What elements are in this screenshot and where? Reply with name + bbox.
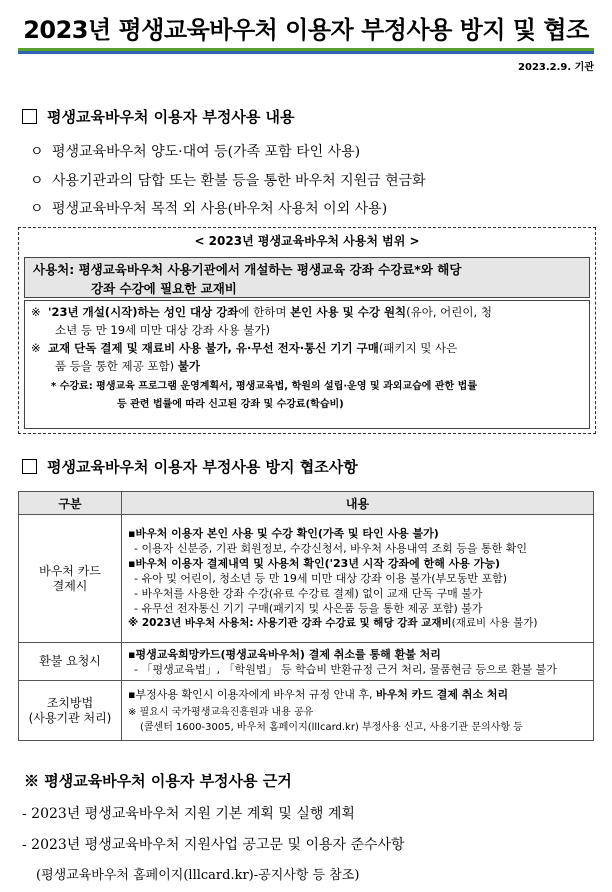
scope-note-2 — [31, 339, 583, 357]
note-text: 에 한하며 — [238, 305, 291, 319]
scope-note-3: * 수강료: 평생교육 프로그램 운영계획서, 평생교육법, 학원의 설립·운영 및 과외교습에 관한 법률 — [51, 381, 478, 392]
category-text: 바우처 카드 결제시 — [39, 563, 101, 593]
note-text: (패키지 및 사은 — [378, 341, 458, 355]
row-content — [122, 515, 594, 643]
bullet-text: 사용기관과의 담합 또는 환불 등을 통한 바우처 지원금 현금화 — [52, 173, 426, 189]
content-note — [128, 616, 587, 631]
guidelines-table — [18, 491, 594, 741]
content-text: ▪부정사용 확인시 이용자에게 바우처 규정 안내 후, — [128, 687, 376, 701]
note-bold: '23년 개설(시작)하는 성인 대상 강좌 — [47, 305, 239, 319]
note-text: (재료비 사용 불가) — [451, 617, 538, 629]
scope-header-line: 강좌 수강에 필요한 교재비 — [91, 281, 237, 296]
table-header-row — [19, 492, 594, 515]
list-item: - 2023년 평생교육바우처 지원 기본 계획 및 실행 계획 — [22, 806, 355, 822]
category-text: (사용기관 처리) — [28, 710, 112, 725]
reference-note: (평생교육바우처 홈페이지(lllcard.kr)-공지사항 등 참조) — [36, 868, 360, 883]
scope-box — [18, 227, 596, 434]
scope-notes — [24, 300, 590, 429]
table-row — [19, 515, 594, 643]
list-item — [30, 170, 426, 190]
section1-heading-text: 평생교육바우처 이용자 부정사용 내용 — [47, 108, 295, 126]
page-title: 2023년 평생교육바우처 이용자 부정사용 방지 및 협조 — [23, 15, 589, 44]
section2-heading — [22, 456, 358, 477]
list-item — [30, 141, 360, 161]
note-bold: 불가 — [177, 359, 200, 373]
content-bullet: ▪평생교육희망카드(평생교육바우처) 결제 취소를 통해 환불 처리 — [128, 647, 441, 661]
note-bold: 본인 사용 및 수강 원칙 — [290, 305, 407, 319]
list-item — [30, 198, 387, 218]
author: 기관 — [574, 62, 594, 73]
date-line — [518, 58, 594, 73]
note-bold: ※ 2023년 바우처 사용처: 사용기관 강좌 수강료 및 해당 강좌 교재비 — [128, 617, 452, 629]
scope-note-1 — [31, 303, 583, 321]
table-row — [19, 643, 594, 681]
title-underline-blue — [18, 51, 594, 54]
column-header-category: 구분 — [19, 492, 122, 515]
content-bullet — [128, 687, 587, 702]
scope-header — [24, 257, 590, 298]
content-note: ※ 필요시 국가평생교육진흥원과 내용 공유 — [128, 706, 314, 718]
bullet-text: 평생교육바우처 양도·대여 등(가족 포함 타인 사용) — [52, 144, 361, 160]
scope-note-1-cont: 소년 등 만 19세 미만 대상 강좌 사용 불가) — [55, 323, 270, 337]
category-text: 조치방법 — [46, 695, 94, 710]
scope-title: < 2023년 평생교육바우처 사용처 범위 > — [194, 234, 420, 248]
section2-heading-text: 평생교육바우처 이용자 부정사용 방지 협조사항 — [47, 458, 358, 476]
note-text: (유아, 어린이, 청 — [406, 305, 492, 319]
content-bullet: ▪바우처 이용자 본인 사용 및 수강 확인(가족 및 타인 사용 불가) — [128, 527, 439, 540]
bullet-icon: ㅇ — [30, 173, 44, 189]
content-note: (콜센터 1600-3005, 바우처 홈페이지(lllcard.kr) 부정사용 신고, 사용기관 문의사항 등 — [140, 721, 523, 733]
table-row — [19, 681, 594, 741]
section3-heading: ※ 평생교육바우처 이용자 부정사용 근거 — [24, 772, 292, 790]
checkbox-square-icon — [22, 109, 37, 124]
bullet-icon: ㅇ — [30, 201, 44, 217]
scope-note-3-cont: 등 관련 법률에 따라 신고된 강좌 및 수강료(학습비) — [117, 399, 344, 410]
scope-header-line: 사용처: 평생교육바우처 사용기관에서 개설하는 평생교육 강좌 수강료*와 해당 — [33, 262, 462, 277]
bullet-icon: ㅇ — [30, 144, 44, 160]
content-sub: - 바우처를 사용한 강좌 수강(유료 수강료 결제) 없이 교재 단독 구매 불가 — [134, 587, 483, 600]
content-sub: - 「평생교육법」, 「학원법」 등 학습비 반환규정 근거 처리, 물품현금 등으로 환불 불가 — [134, 662, 557, 676]
note-mark: ※ — [31, 305, 41, 319]
bullet-text: 평생교육바우처 목적 외 사용(바우처 사용처 이외 사용) — [52, 201, 388, 217]
date: 2023.2.9. — [518, 62, 572, 73]
row-category — [19, 515, 122, 643]
note-mark: ※ — [31, 341, 41, 355]
content-sub: - 유아 및 어린이, 청소년 등 만 19세 미만 대상 강좌 이용 불가(부모동반 포함) — [134, 572, 508, 585]
content-sub: - 이용자 신분증, 기관 회원정보, 수강신청서, 바우처 사용내역 조회 등을 통한 확인 — [134, 542, 527, 555]
content-bullet: ▪바우처 이용자 결제내역 및 사용처 확인('23년 시작 강좌에 한해 사용 가능) — [128, 557, 501, 570]
scope-note-2-cont — [31, 357, 583, 375]
row-category — [19, 681, 122, 741]
content-bold: 바우처 카드 결제 취소 처리 — [375, 687, 509, 701]
row-category: 환불 요청시 — [19, 643, 122, 681]
note-bold: 교재 단독 결제 및 재료비 사용 불가, 유·무선 전자·통신 기기 구매 — [47, 341, 379, 355]
column-header-content: 내용 — [122, 492, 594, 515]
note-text: 품 등을 통한 제공 포함) — [55, 359, 178, 373]
list-item: - 2023년 평생교육바우처 지원사업 공고문 및 이용자 준수사항 — [22, 837, 405, 853]
title-bar — [18, 4, 594, 50]
checkbox-square-icon — [22, 459, 37, 474]
row-content — [122, 681, 594, 741]
section1-heading — [22, 106, 295, 127]
row-content — [122, 643, 594, 681]
content-sub: - 유무선 전자통신 기기 구매(패키지 및 사은품 등을 통한 제공 포함) 불가 — [134, 602, 483, 615]
